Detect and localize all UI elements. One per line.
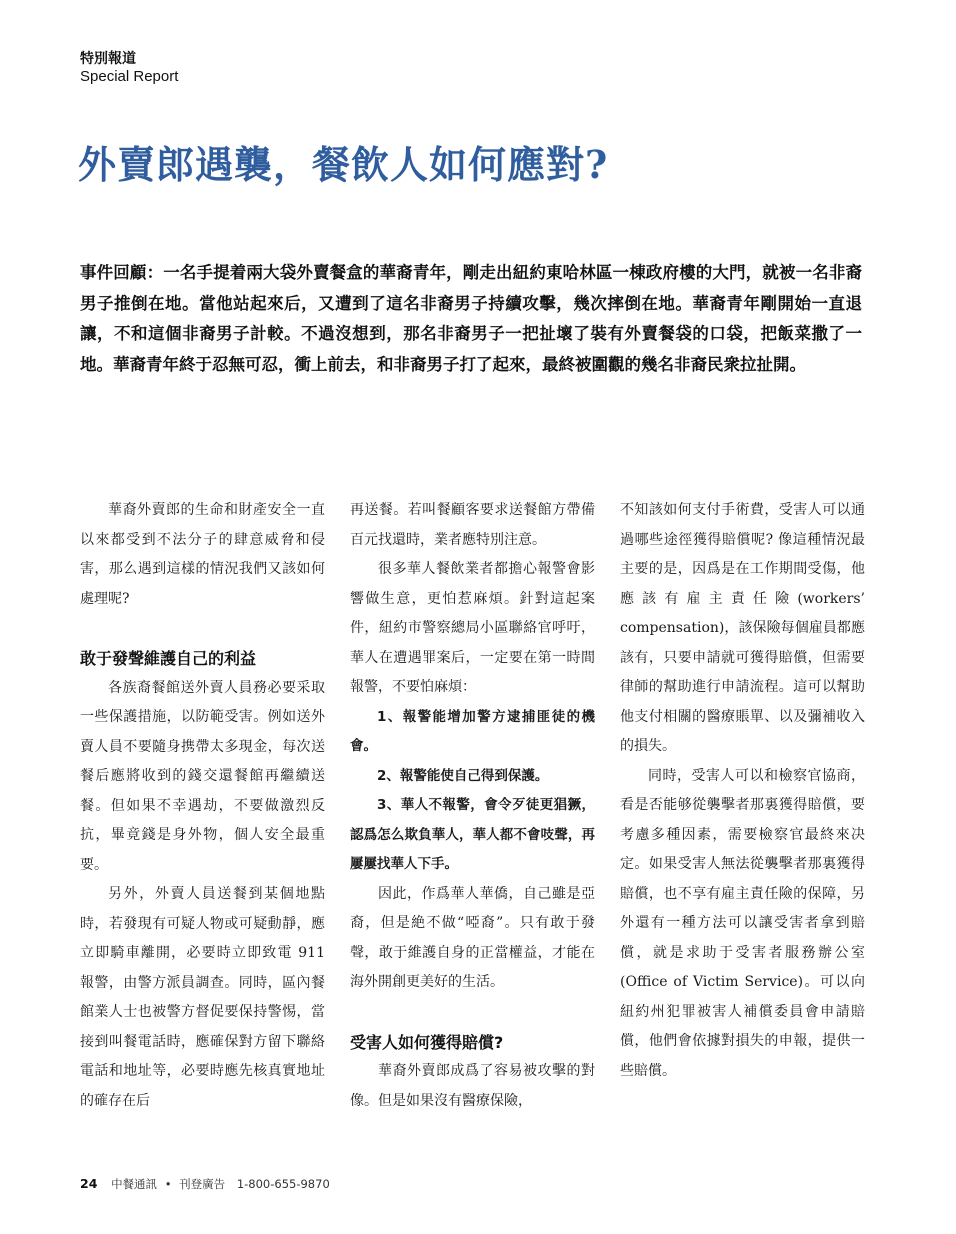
column-1	[80, 496, 325, 1116]
lead-paragraph: 事件回顧：一名手提着兩大袋外賣餐盒的華裔青年，剛走出紐約東哈林區一棟政府樓的大門，就被一名非裔男子推倒在地。當他站起來后，又遭到了這名非裔男子持續攻擊，幾次摔倒在地。華裔青年剛開始一直退讓，不和這個非裔男子計較。不過沒想到，那名非裔男子一把扯壞了裝有外賣餐袋的口袋，把飯菜撒了一地。華裔青年終于忍無可忍，衝上前去，和非裔男子打了起來，最終被圍觀的幾名非裔民衆拉扯開。	[80, 263, 862, 374]
section-label-chinese: 特別報道	[80, 51, 136, 67]
separator: •	[164, 1177, 172, 1191]
column-2	[350, 496, 595, 1116]
list-item: 1、報警能增加警方逮捕匪徒的機會。	[350, 708, 595, 754]
list-item: 2、報警能使自己得到保護。	[377, 767, 549, 784]
page-number: 24	[80, 1176, 98, 1191]
body-paragraph: 很多華人餐飲業者都擔心報警會影響做生意，更怕惹麻煩。針對這起案件，紐約市警察總局小區聯絡官呼吁，華人在遭遇罪案后，一定要在第一時間報警，不要怕麻煩：	[350, 561, 595, 695]
publication-name: 中餐通訊	[111, 1177, 158, 1191]
phone-number: 1-800-655-9870	[236, 1177, 330, 1191]
list-item: 3、華人不報警，會令歹徒更猖獗，認爲怎么欺負華人，華人都不會吱聲，再屢屢找華人下手。	[350, 797, 595, 872]
section-label-english: Special Report	[80, 68, 179, 85]
body-paragraph: 因此，作爲華人華僑，自己雖是亞裔，但是絶不做“啞裔”。只有敢于發聲，敢于維護自身的正當權益，才能在海外開創更美好的生活。	[350, 885, 595, 990]
body-paragraph: 同時，受害人可以和檢察官協商，看是否能够從襲擊者那裏獲得賠償，要考慮多種因素，需要檢察官最終來决定。如果受害人無法從襲擊者那裏獲得賠償，也不享有雇主責任險的保障，另外還有一種方法可以讓受害者拿到賠償，就是求助于受害者服務辦公室(Office of Victim Service)。可以向紐約州犯罪被害人補償委員會申請賠償，他們會依據對損失的申報，提供一些賠償。	[620, 767, 865, 1079]
body-paragraph: 各族裔餐館送外賣人員務必要采取一些保護措施，以防範受害。例如送外賣人員不要隨身携帶太多現金，每次送餐后應將收到的錢交還餐館再繼續送餐。但如果不幸遇劫，不要做激烈反抗，畢竟錢是身外物，個人安全最重要。	[80, 679, 325, 873]
body-paragraph: 另外，外賣人員送餐到某個地點時，若發現有可疑人物或可疑動靜，應立即騎車離開，必要時立即致電 911 報警，由警方派員調查。同時，區內餐館業人士也被警方督促要保持警惕，當接到叫餐電話時，應確保對方留下聯絡電話和地址等，必要時應先核真實地址的確存在后	[80, 886, 325, 1109]
body-paragraph: 不知該如何支付手術費，受害人可以通過哪些途徑獲得賠償呢? 像這種情況最主要的是，因爲是在工作期間受傷，他應該有雇主責任險(workers’ compensation)，該保險每個雇員都應該有，只要申請就可獲得賠償，但需要律師的幫助進行申請流程。這可以幫助他支付相關的醫療賬單、以及彌補收入的損失。	[620, 502, 865, 754]
ad-label: 刊登廣告	[179, 1177, 226, 1191]
body-paragraph: 再送餐。若叫餐顧客要求送餐館方帶備百元找還時，業者應特別注意。	[350, 502, 595, 548]
body-paragraph: 華裔外賣郎成爲了容易被攻擊的對像。但是如果沒有醫療保險，	[350, 1063, 595, 1109]
column-3	[620, 496, 865, 1116]
section-heading: 受害人如何獲得賠償?	[350, 1032, 504, 1052]
article-headline: 外賣郎遇襲，餐飲人如何應對?	[78, 142, 609, 187]
section-heading: 敢于發聲維護自己的利益	[80, 649, 257, 668]
body-paragraph: 華裔外賣郎的生命和財產安全一直以來都受到不法分子的肆意威脅和侵害，那么遇到這樣的情況我們又該如何處理呢?	[80, 502, 325, 607]
article-body	[80, 496, 865, 1116]
page-footer	[80, 1176, 330, 1192]
